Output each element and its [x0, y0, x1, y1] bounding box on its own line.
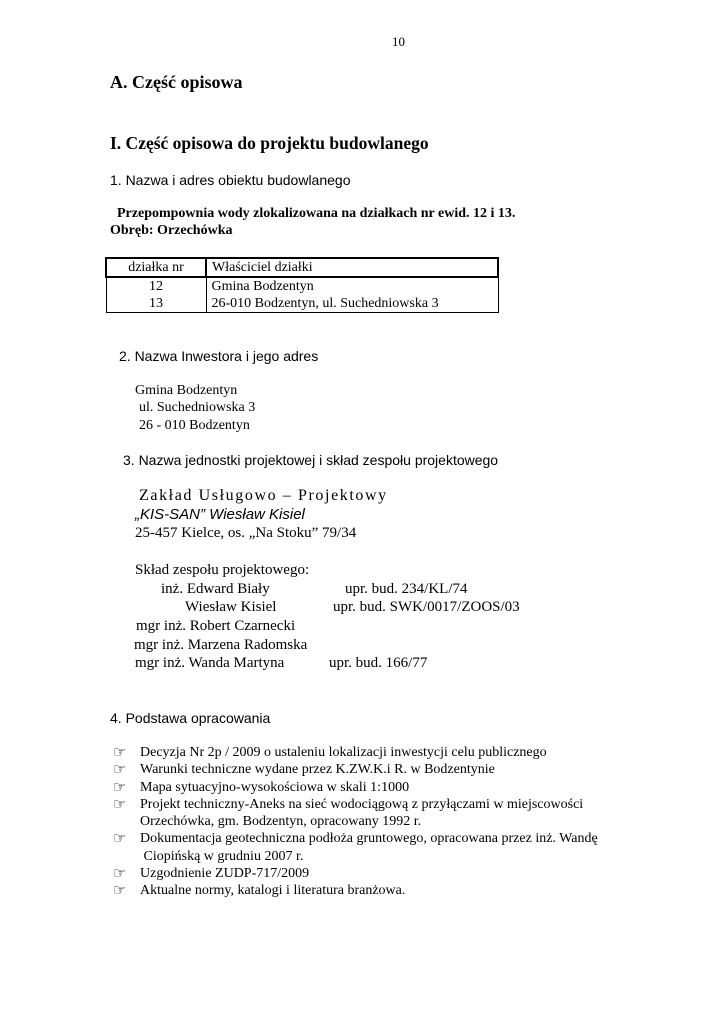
section-3-heading: 3. Nazwa jednostki projektowej i skład zespołu projektowego [123, 452, 499, 468]
list-item-text: Mapa sytuacyjno-wysokościowa w skali 1:1000 [140, 779, 410, 795]
section-4-heading: 4. Podstawa opracowania [110, 710, 271, 726]
team-member-name: mgr inż. Wanda Martyna [135, 655, 285, 671]
team-member-name: mgr inż. Robert Czarnecki [136, 618, 296, 634]
team-member-name: Wiesław Kisiel [185, 599, 277, 615]
list-item-text: Decyzja Nr 2p / 2009 o ustaleniu lokalizacji inwestycji celu publicznego [140, 745, 547, 760]
list-item [113, 830, 598, 865]
table-header-cell: Właściciel działki [206, 258, 498, 277]
team-member-license: upr. bud. 234/KL/74 [345, 581, 468, 597]
table-cell: 13 [106, 295, 206, 313]
table-row [106, 277, 498, 295]
part-a-heading: A. Część opisowa [110, 72, 243, 92]
list-item [113, 865, 598, 882]
page-number: 10 [392, 34, 405, 49]
investor-line: 26 - 010 Bodzentyn [139, 418, 250, 433]
investor-line: ul. Suchedniowska 3 [139, 400, 256, 415]
list-item [113, 761, 598, 778]
list-item [113, 796, 598, 831]
firm-address: 25-457 Kielce, os. „Na Stoku” 79/34 [135, 525, 357, 541]
section-2-heading: 2. Nazwa Inwestora i jego adres [119, 348, 319, 364]
list-item-text: Uzgodnienie ZUDP-717/2009 [140, 866, 310, 882]
team-member-license: upr. bud. 166/77 [329, 655, 428, 671]
list-item-text: Dokumentacja geotechniczna podłoża gruntowego, opracowana przez inż. Wandę [140, 831, 598, 847]
pointing-hand-icon: ☞ [113, 829, 127, 848]
list-item-text: Warunki techniczne wydane przez K.ZW.K.i R. w Bodzentynie [140, 762, 495, 778]
list-item-text: Projekt techniczny-Aneks na sieć wodociągową z przyłączami w miejscowości [140, 796, 584, 812]
pointing-hand-icon: ☞ [113, 743, 127, 761]
list-item [113, 744, 598, 761]
list-item-continuation: Ciopińską w grudniu 2007 r. [140, 848, 304, 864]
list-item [113, 882, 598, 899]
table-cell: 12 [106, 277, 206, 295]
table-row [106, 295, 498, 313]
pointing-hand-icon: ☞ [113, 777, 127, 796]
team-member-license: upr. bud. SWK/0017/ZOOS/03 [333, 599, 520, 615]
object-description-line-1: Przepompownia wody zlokalizowana na działkach nr ewid. 12 i 13. [117, 206, 516, 221]
pointing-hand-icon: ☞ [113, 881, 127, 900]
table-cell: 26-010 Bodzentyn, ul. Suchedniowska 3 [206, 295, 498, 313]
table-cell: Gmina Bodzentyn [206, 277, 498, 295]
part-i-heading: I. Część opisowa do projektu budowlanego [110, 133, 429, 153]
pointing-hand-icon: ☞ [113, 794, 127, 813]
firm-brand: „KIS-SAN” Wiesław Kisiel [135, 506, 305, 523]
table-header-row [106, 258, 498, 277]
team-heading: Skład zespołu projektowego: [135, 562, 310, 578]
list-item-text: Aktualne normy, katalogi i literatura branżowa. [140, 883, 406, 899]
list-item [113, 779, 598, 796]
team-member-name: mgr inż. Marzena Radomska [134, 637, 308, 653]
investor-line: Gmina Bodzentyn [135, 383, 238, 398]
section-1-heading: 1. Nazwa i adres obiektu budowlanego [110, 172, 351, 188]
pointing-hand-icon: ☞ [113, 760, 127, 779]
team-member-name: inż. Edward Biały [161, 581, 270, 597]
pointing-hand-icon: ☞ [113, 864, 127, 883]
firm-name: Zakład Usługowo – Projektowy [139, 487, 388, 504]
object-description-line-2: Obręb: Orzechówka [110, 223, 233, 238]
basis-list [113, 744, 598, 900]
plots-table [105, 257, 499, 313]
table-header-cell: działka nr [106, 258, 206, 277]
list-item-continuation: Orzechówka, gm. Bodzentyn, opracowany 1992 r. [140, 814, 422, 830]
